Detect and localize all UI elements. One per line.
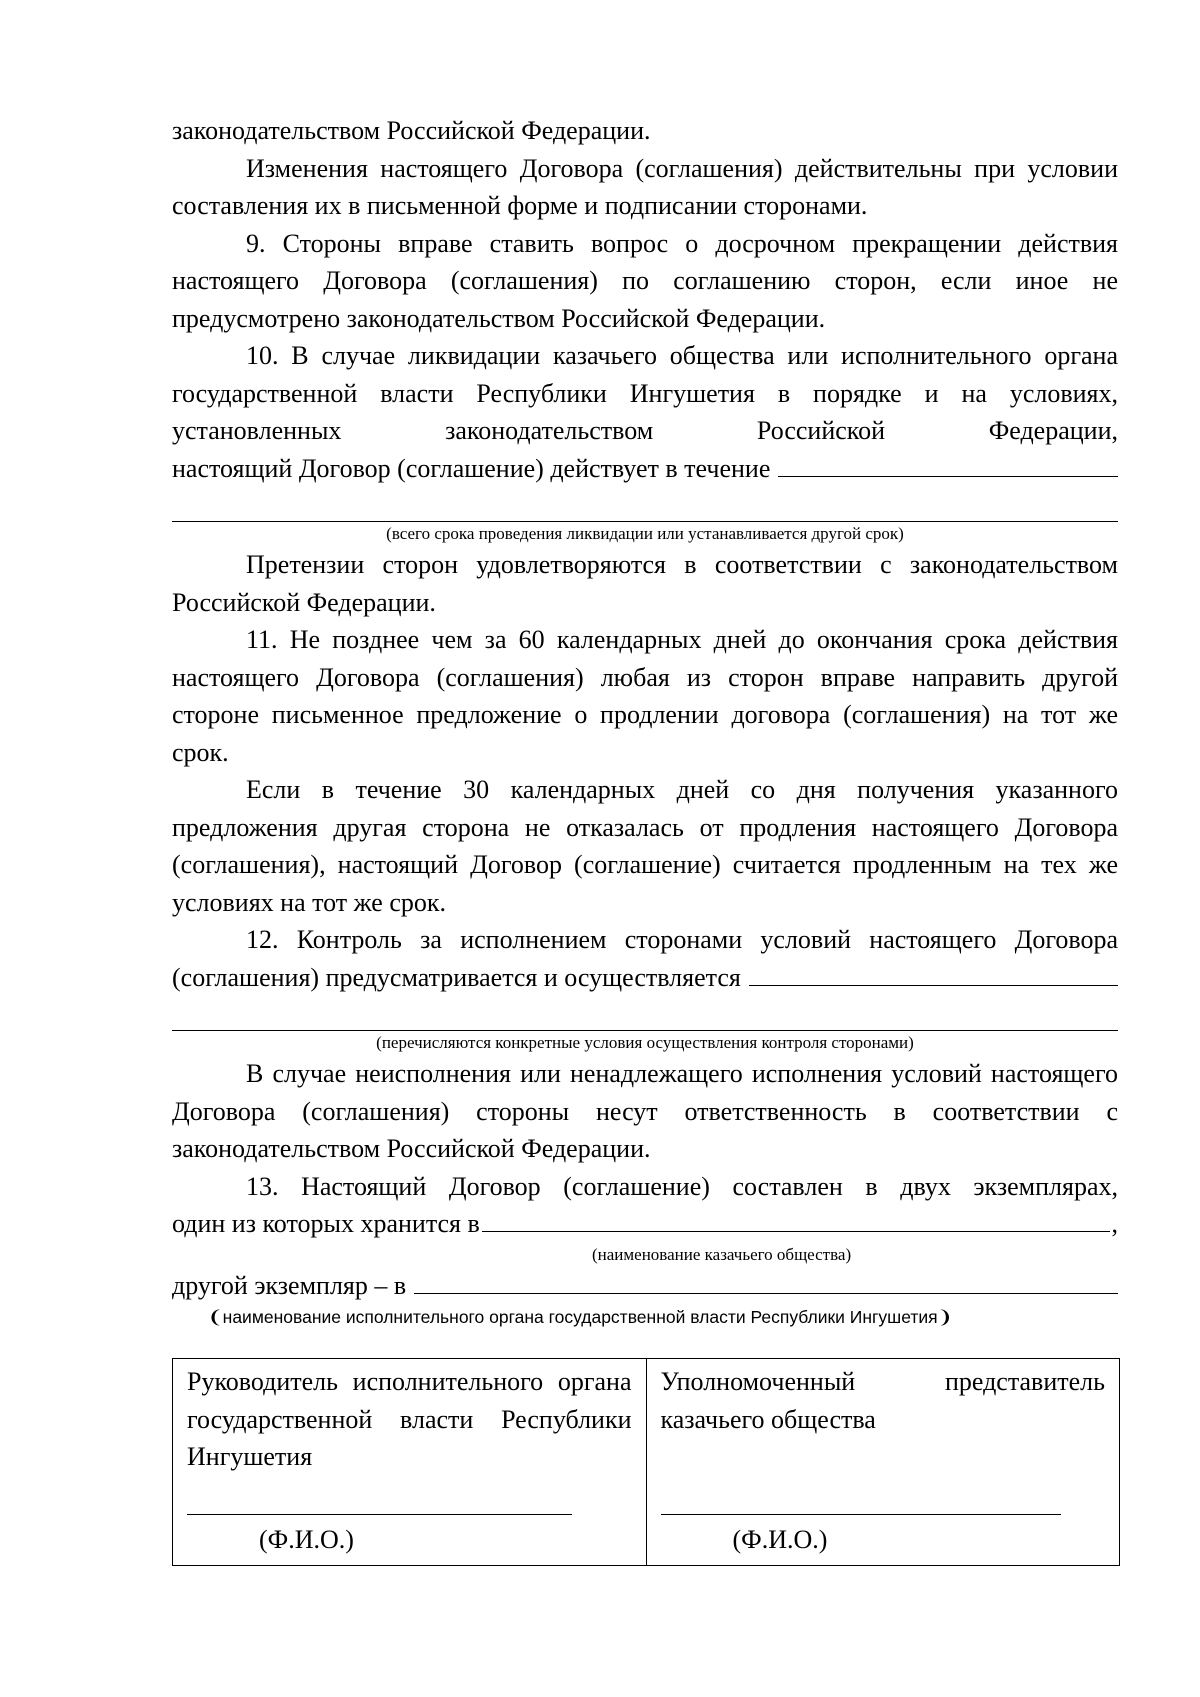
caption-control-conditions: (перечисляются конкретные условия осуществления контроля сторонами) [376,1033,914,1052]
cossack-society-blank-line [482,1207,1110,1232]
paragraph-11: 11. Не позднее чем за 60 календарных дней до окончания срока действия настоящего Договора (соглашения) любая из сторон вправе направить другой стороне письменное предложение о продлении договора (соглашения) на тот же срок. [172,625,1118,767]
paragraph-13-fill-row [172,1205,1118,1243]
paragraph-liability: В случае неисполнения или ненадлежащего исполнения условий настоящего Договора (соглашения) стороны несут ответственность в соответствии с законодательством Российской Федерации. [172,1059,1118,1163]
paragraph-continuation: законодательством Российской Федерации. [172,116,651,145]
executive-signature-line [187,1500,572,1515]
signature-cell-executive [173,1359,647,1566]
cossack-fio-label: (Ф.И.О.) [732,1525,828,1554]
paragraph-claims: Претензии сторон удовлетворяются в соответствии с законодательством Российской Федерации. [172,550,1118,617]
term-blank-line [778,452,1118,477]
control-blank-line [749,961,1118,986]
paragraph-10: 10. В случае ликвидации казачьего общества или исполнительного органа государственной власти Республики Ингушетия в порядке и на условиях, установленных законодательством Российской Федерации, [172,341,1118,445]
paragraph-10-tail: настоящий Договор (соглашение) действует в течение [172,453,771,483]
paragraph-12-fill-row [172,959,1118,997]
term-blank-line-2 [172,487,1118,522]
signature-cell-cossack [646,1359,1120,1566]
cossack-signature-line [661,1500,1061,1515]
paragraph-10-fill-row [172,450,1118,488]
document-page [172,112,1118,1330]
executive-head-title: Руководитель исполнительного органа государственной власти Республики Ингушетия [187,1367,632,1471]
paragraph-amendments: Изменения настоящего Договора (соглашения) действительны при условии составления их в письменной форме и подписании сторонами. [172,153,1118,220]
second-copy-fill-row [172,1267,1118,1305]
paragraph-extension: Если в течение 30 календарных дней со дня получения указанного предложения другая сторона не отказалась от продления настоящего Договора (соглашения), настоящий Договор (соглашение) считается продленным на тех же условиях на тот же срок. [172,775,1118,917]
executive-body-blank-line [414,1269,1118,1294]
second-copy-label: другой экземпляр – в [172,1270,407,1300]
executive-fio-label: (Ф.И.О.) [259,1524,354,1554]
paragraph-13-tail: один из которых хранится в [172,1209,480,1238]
caption-executive-body: ❨наименование исполнительного органа государственной власти Республики Ингушетия❩ [208,1307,953,1327]
caption-liquidation-term: (всего срока проведения ликвидации или устанавливается другой срок) [386,524,904,543]
caption-cossack-society: (наименование казачьего общества) [592,1244,852,1264]
paragraph-12: 12. Контроль за исполнением сторонами условий настоящего Договора [246,925,1118,954]
comma: , [1111,1209,1118,1238]
cossack-representative-title: Уполномоченный представитель казачьего общества [660,1367,1105,1434]
paragraph-13: 13. Настоящий Договор (соглашение) составлен в двух экземплярах, [246,1171,1118,1201]
control-blank-line-2 [172,996,1118,1031]
signature-table [172,1358,1120,1566]
paragraph-9: 9. Стороны вправе ставить вопрос о досрочном прекращении действия настоящего Договора (соглашения) по соглашению сторон, если иное не предусмотрено законодательством Российской Федерации. [172,228,1118,333]
paragraph-12-tail: (соглашения) предусматривается и осуществляется [172,962,741,992]
